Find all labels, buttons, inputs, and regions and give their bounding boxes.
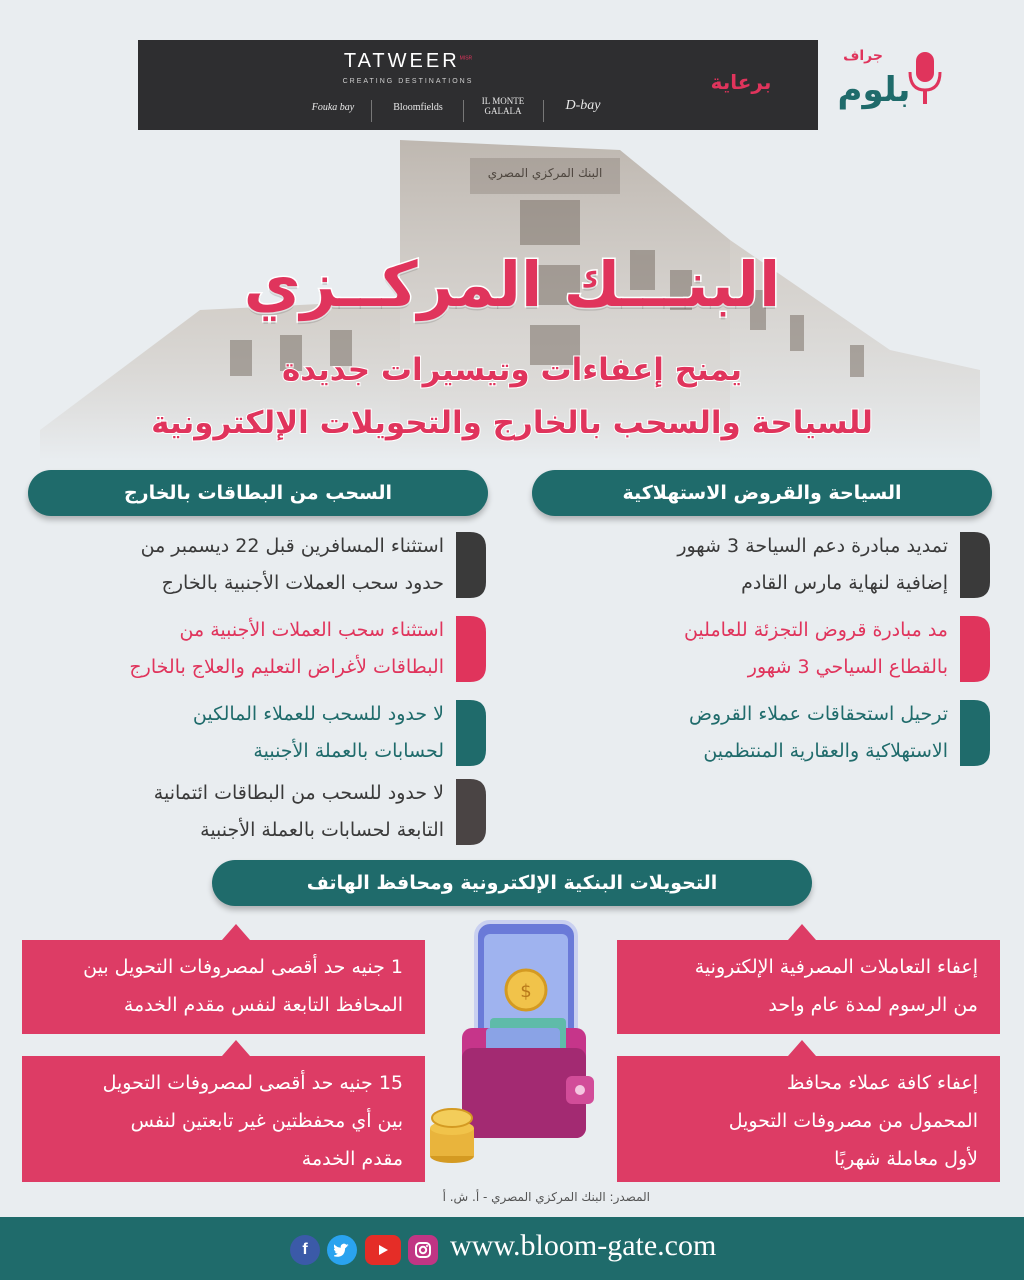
- withdrawal-item-4-line-2: التابعة لحسابات بالعملة الأجنبية: [200, 819, 444, 841]
- tourism-item-3-line-2: الاستهلاكية والعقارية المنتظمين: [703, 740, 948, 762]
- withdrawal-item-2: [66, 612, 486, 687]
- tourism-item-3-line-1: ترحيل استحقاقات عملاء القروض: [688, 703, 948, 725]
- section-header-transfers: التحويلات البنكية الإلكترونية ومحافظ الهاتف: [212, 860, 812, 906]
- box-notch: [222, 1040, 250, 1056]
- bullet-tab-dark: [456, 532, 486, 598]
- withdrawal-item-1: [66, 528, 486, 603]
- bullet-tab-brown: [456, 779, 486, 845]
- tourism-item-1-line-1: تمديد مبادرة دعم السياحة 3 شهور: [677, 535, 948, 557]
- withdrawal-item-1-line-1: استثناء المسافرين قبل 22 ديسمبر من: [140, 535, 444, 557]
- transfer-box-right-1-line-1: إعفاء التعاملات المصرفية الإلكترونية: [694, 956, 978, 978]
- transfer-box-left-2: [22, 1056, 425, 1182]
- tatweer-tagline: CREATING DESTINATIONS: [342, 78, 474, 85]
- youtube-icon[interactable]: [365, 1235, 401, 1265]
- website-link[interactable]: www.bloom-gate.com: [450, 1229, 717, 1262]
- tourism-item-2-line-2: بالقطاع السياحي 3 شهور: [747, 656, 948, 678]
- transfer-box-left-2-line-3: مقدم الخدمة: [301, 1148, 403, 1170]
- footer-bar: [0, 1217, 1024, 1280]
- tourism-item-3: [570, 696, 990, 771]
- logo-small-text: جراف: [843, 48, 883, 64]
- transfer-box-left-1-line-2: المحافظ التابعة لنفس مقدم الخدمة: [123, 994, 403, 1016]
- bloom-graph-logo: [826, 46, 952, 126]
- wallet-phone-illustration: [426, 918, 606, 1168]
- withdrawal-item-3-line-2: لحسابات بالعملة الأجنبية: [253, 740, 444, 762]
- subtitle-line-2: للسياحة والسحب بالخارج والتحويلات الإلكترونية: [151, 405, 873, 441]
- withdrawal-item-2-line-2: البطاقات لأغراض التعليم والعلاج بالخارج: [129, 656, 444, 678]
- section-header-tourism: السياحة والقروض الاستهلاكية: [532, 470, 992, 516]
- tourism-item-2-line-1: مد مبادرة قروض التجزئة للعاملين: [683, 619, 948, 641]
- tourism-item-1: [570, 528, 990, 603]
- transfer-box-right-1-line-2: من الرسوم لمدة عام واحد: [768, 994, 978, 1016]
- main-title: البنـــك المركــزي: [243, 248, 781, 321]
- tourism-item-2: [570, 612, 990, 687]
- bullet-tab-pink: [960, 616, 990, 682]
- facebook-icon[interactable]: f: [290, 1235, 320, 1265]
- brand-bloomfields: Bloomfields: [393, 102, 443, 113]
- bullet-tab-teal: [960, 700, 990, 766]
- logo-main-text: بلوم: [837, 70, 911, 110]
- bullet-tab-teal: [456, 700, 486, 766]
- transfer-box-right-2-line-2: المحمول من مصروفات التحويل: [728, 1110, 978, 1132]
- bullet-tab-dark: [960, 532, 990, 598]
- withdrawal-item-2-line-1: استثناء سحب العملات الأجنبية من: [179, 619, 444, 641]
- box-notch: [788, 924, 816, 940]
- transfer-box-right-2: [617, 1056, 1000, 1182]
- withdrawal-item-1-line-2: حدود سحب العملات الأجنبية بالخارج: [161, 572, 444, 594]
- twitter-icon[interactable]: [327, 1235, 357, 1265]
- transfer-box-right-1: [617, 940, 1000, 1034]
- building-sign: البنك المركزي المصري: [487, 166, 603, 180]
- transfer-box-left-2-line-2: بين أي محفظتين غير تابعتين لنفس: [130, 1110, 403, 1132]
- box-notch: [788, 1040, 816, 1056]
- tatweer-logo: $TATWEER^{MISR}$: [343, 50, 473, 72]
- transfer-box-left-1: [22, 940, 425, 1034]
- transfer-box-left-1-line-1: 1 جنيه حد أقصى لمصروفات التحويل بين: [83, 956, 403, 978]
- sponsor-banner: [138, 40, 818, 130]
- section-header-withdrawal: السحب من البطاقات بالخارج: [28, 470, 488, 516]
- bullet-tab-pink: [456, 616, 486, 682]
- withdrawal-item-4: [66, 775, 486, 850]
- subtitle-line-1: يمنح إعفاءات وتيسيرات جديدة: [281, 352, 743, 388]
- source-note: المصدر: البنك المركزي المصري - أ. ش. أ: [442, 1190, 650, 1204]
- withdrawal-item-3: [66, 696, 486, 771]
- transfer-box-right-2-line-3: لأول معاملة شهريًا: [834, 1148, 978, 1170]
- withdrawal-item-4-line-1: لا حدود للسحب من البطاقات ائتمانية: [153, 782, 444, 804]
- brand-il-monte-galala: IL MONTE GALALA: [481, 96, 525, 116]
- brand-fouka-bay: Fouka bay: [311, 102, 355, 113]
- sponsor-label: برعاية: [710, 70, 772, 94]
- instagram-icon[interactable]: [408, 1235, 438, 1265]
- tourism-item-1-line-2: إضافية لنهاية مارس القادم: [741, 572, 948, 594]
- transfer-box-right-2-line-1: إعفاء كافة عملاء محافظ: [786, 1072, 978, 1094]
- box-notch: [222, 924, 250, 940]
- transfer-box-left-2-line-1: 15 جنيه حد أقصى لمصروفات التحويل: [102, 1072, 403, 1094]
- svg-text:$: $: [520, 981, 532, 1002]
- brand-d-bay: D-bay: [565, 98, 601, 113]
- withdrawal-item-3-line-1: لا حدود للسحب للعملاء المالكين: [192, 703, 444, 725]
